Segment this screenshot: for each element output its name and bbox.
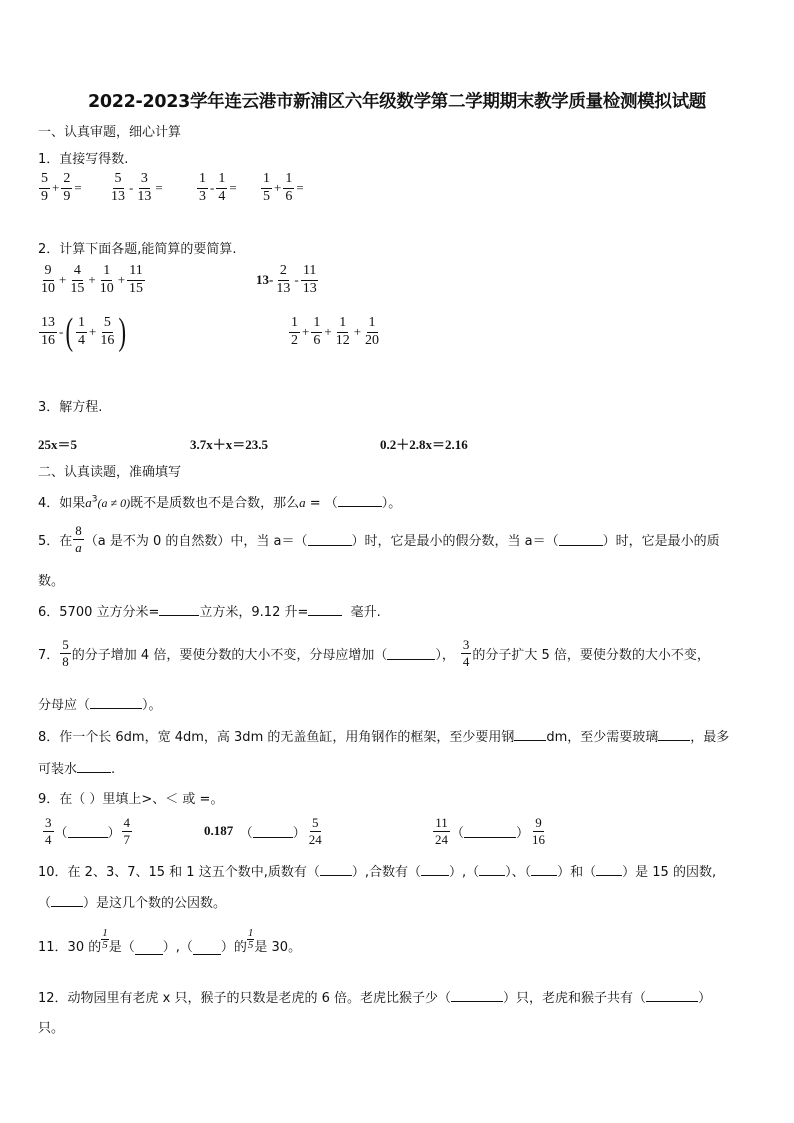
q9-compare-1: $\frac{3}{4}$ （ ） $\frac{4}{7}$	[45, 815, 131, 847]
question-7-line-2: 分母应（ ）。	[38, 698, 162, 713]
q9-blank-1[interactable]	[68, 825, 108, 838]
q2-expr-1: $\frac{9}{10}$ + $\frac{4}{15}$ + $\frac{1}{10}$ + $\frac{11}{15}$	[41, 263, 144, 296]
q10-blank-3[interactable]	[479, 863, 505, 876]
question-12: 12．动物园里有老虎 x 只，猴子的只数是老虎的 6 倍。老虎比猴子少（ ）只，老虎和猴子共有（ ）	[38, 991, 712, 1006]
q9-blank-3[interactable]	[464, 825, 516, 838]
question-8-line-2: 可装水 .	[38, 762, 116, 777]
section-heading-2: 二、认真读题，准确填写	[38, 465, 182, 480]
q9-compare-3: $\frac{11}{24}$ （ ） $\frac{9}{16}$	[435, 815, 546, 847]
question-12-line-2: 只。	[38, 1021, 65, 1036]
question-9-label: 9．在（ ）里填上>、＜ 或 =。	[38, 792, 224, 807]
q12-blank-1[interactable]	[451, 989, 503, 1002]
question-5: 5．在 $\frac{8}{a}$ （a 是不为 0 的自然数）中，当 a＝（ ）时，它是最小的假分数，当 a＝（ ）时，它是最小的质	[38, 523, 720, 555]
q2-expr-2: 13- $\frac{2}{13}$ - $\frac{11}{13}$	[256, 263, 317, 296]
q6-blank-2[interactable]	[308, 603, 342, 616]
q1-item-4: $\frac{1}{5}$ + $\frac{1}{6}$ =	[263, 171, 304, 204]
q10-blank-6[interactable]	[51, 894, 83, 907]
q7-blank-1[interactable]	[387, 647, 435, 660]
q9-blank-2[interactable]	[253, 825, 293, 838]
question-5-line-2: 数。	[38, 574, 65, 589]
q12-blank-2[interactable]	[646, 989, 698, 1002]
q8-blank-1[interactable]	[514, 728, 546, 741]
question-2-label: 2．计算下面各题,能简算的要简算.	[38, 242, 237, 257]
q3-equation-3: 0.2＋2.8x＝2.16	[380, 437, 468, 452]
q11-blank-1[interactable]	[135, 942, 163, 955]
question-10-line-2: （ ）是这几个数的公因数。	[38, 896, 227, 911]
q11-blank-2[interactable]	[193, 942, 221, 955]
section-heading-1: 一、认真审题，细心计算	[38, 125, 182, 140]
q6-blank-1[interactable]	[159, 603, 199, 616]
q1-item-2: $\frac{5}{13}$ - $\frac{3}{13}$ =	[111, 171, 163, 204]
q2-expr-3: $\frac{13}{16}$ - ( $\frac{1}{4}$ + $\frac{5}{16}$ )	[41, 311, 127, 353]
q10-blank-1[interactable]	[320, 863, 352, 876]
question-7: 7． $\frac{5}{8}$ 的分子增加 4 倍，要使分数的大小不变，分母应增加（ ）， $\frac{3}{4}$ 的分子扩大 5 倍，要使分数的大小不变，	[38, 637, 710, 669]
page-title: 2022-2023学年连云港市新浦区六年级数学第二学期期末教学质量检测模拟试题	[88, 92, 706, 112]
q4-answer-blank[interactable]	[338, 494, 382, 507]
q3-equation-1: 25x＝5	[38, 437, 78, 452]
q3-equation-2: 3.7x＋x＝23.5	[190, 437, 269, 452]
q9-compare-2: 0.187 （ ） $\frac{5}{24}$	[204, 815, 322, 847]
question-3-label: 3．解方程.	[38, 400, 103, 415]
question-8: 8．作一个长 6dm，宽 4dm，高 3dm 的无盖鱼缸，用角钢作的框架，至少要用钢 dm，至少需要玻璃 ，最多	[38, 730, 730, 745]
question-6: 6．5700 立方分米= 立方米，9.12 升= 毫升.	[38, 605, 381, 620]
q2-expr-4: $\frac{1}{2}$ + $\frac{1}{6}$ + $\frac{1}{12}$ + $\frac{1}{20}$	[291, 315, 380, 348]
q1-item-3: $\frac{1}{3}$ - $\frac{1}{4}$ =	[199, 171, 237, 204]
question-4: 4．如果$a^3(a \ne 0)$既不是质数也不是合数，那么a = （ ）。	[38, 494, 402, 511]
question-11: 11．30 的 $\frac{1}{5}$ 是（ ）,（ ）的 $\frac{1}{5}$ 是 30。	[38, 927, 302, 955]
q5-blank-2[interactable]	[559, 533, 603, 546]
q10-blank-2[interactable]	[421, 863, 449, 876]
q7-blank-2[interactable]	[90, 696, 142, 709]
q10-blank-4[interactable]	[531, 863, 557, 876]
q5-blank-1[interactable]	[308, 533, 352, 546]
q10-blank-5[interactable]	[596, 863, 622, 876]
q8-blank-2[interactable]	[658, 728, 690, 741]
q8-blank-3[interactable]	[77, 760, 111, 773]
question-10: 10．在 2、3、7、15 和 1 这五个数中,质数有（ ）,合数有（ ）,（ ）、（ ）和（ ）是 15 的因数,	[38, 865, 717, 880]
q1-item-1: $\frac{5}{9}$ + $\frac{2}{9}$ =	[41, 171, 82, 204]
question-1-label: 1．直接写得数.	[38, 152, 129, 167]
